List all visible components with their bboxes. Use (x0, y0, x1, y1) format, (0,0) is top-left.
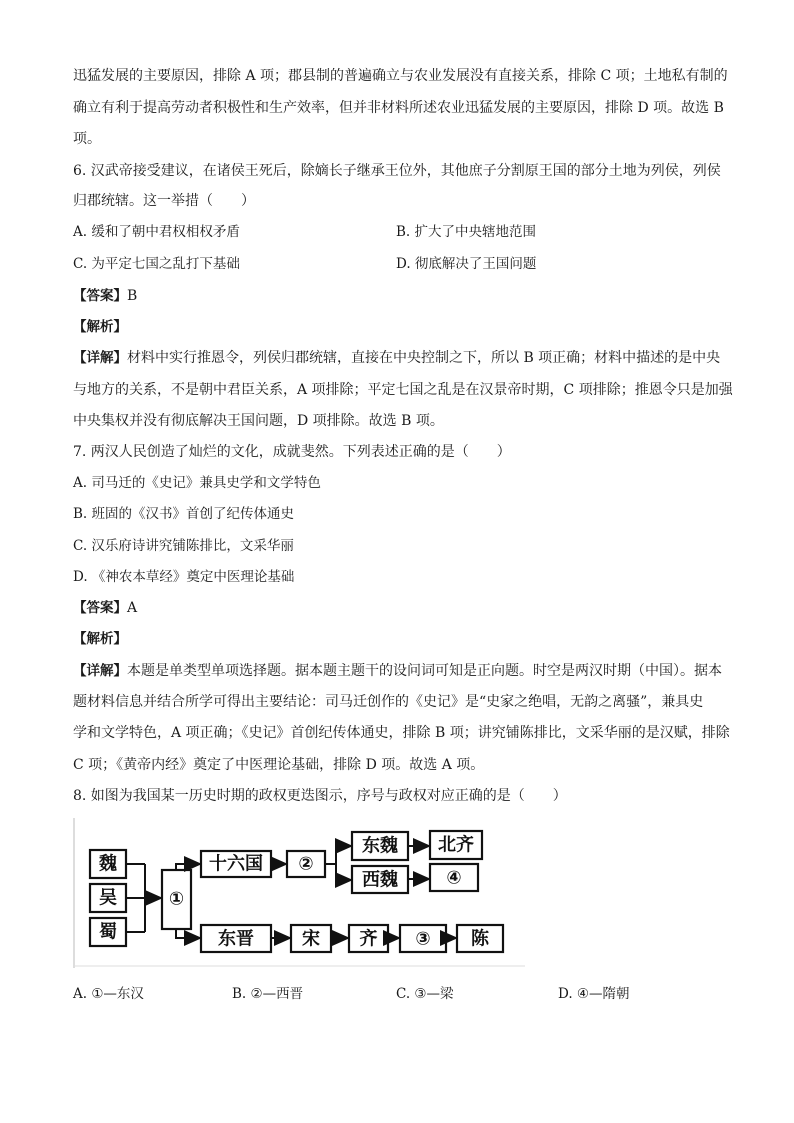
label-1: ① (168, 888, 185, 910)
q7-option-d[interactable]: D. 《神农本草经》奠定中医理论基础 (73, 569, 295, 585)
label-shu: 蜀 (99, 921, 117, 943)
q6-option-d[interactable]: D. 彻底解决了王国问题 (396, 256, 537, 272)
q7-analysis-label: 【解析】 (73, 631, 127, 647)
label-sixteen-kingdoms: 十六国 (209, 853, 263, 875)
q6-stem-line-1: 6. 汉武帝接受建议，在诸侯王死后，除嫡长子继承王位外，其他庶子分割原王国的部分土地为列侯，列侯 (73, 163, 721, 179)
q7-option-c[interactable]: C. 汉乐府诗讲究铺陈排比，文采华丽 (73, 538, 294, 554)
label-north-qi: 北齐 (438, 834, 474, 856)
q7-answer (73, 598, 137, 618)
label-east-jin: 东晋 (218, 928, 254, 950)
q7-answer-label: 【答案】 (73, 600, 127, 616)
label-east-wei: 东魏 (362, 835, 398, 857)
q6-option-c[interactable]: C. 为平定七国之乱打下基础 (73, 256, 240, 272)
label-west-wei: 西魏 (362, 869, 398, 891)
q8-option-a[interactable]: A. ①—东汉 (73, 986, 144, 1002)
q6-answer (73, 286, 137, 306)
q7-detail-line-4: C 项；《黄帝内经》奠定了中医理论基础，排除 D 项。故选 A 项。 (73, 757, 485, 773)
q7-answer-value: A (127, 600, 138, 616)
q8-option-d[interactable]: D. ④—隋朝 (558, 986, 630, 1002)
q7-stem: 7. 两汉人民创造了灿烂的文化，成就斐然。下列表述正确的是（ ） (73, 444, 511, 460)
prev-explanation-line-2: 确立有利于提高劳动者积极性和生产效率，但并非材料所述农业迅猛发展的主要原因，排除 D 项。故选 B (73, 100, 724, 116)
q7-option-b[interactable]: B. 班固的《汉书》首创了纪传体通史 (73, 506, 295, 522)
q7-option-a[interactable]: A. 司马迁的《史记》兼具史学和文学特色 (73, 475, 321, 491)
label-4: ④ (446, 867, 462, 889)
regime-succession-diagram (73, 818, 525, 968)
label-3: ③ (415, 928, 431, 950)
prev-explanation-line-3: 项。 (73, 131, 101, 147)
q6-detail-line-1: 【详解】材料中实行推恩令，列侯归郡统辖，直接在中央控制之下，所以 B 项正确；材料中描述的是中央 (73, 350, 721, 366)
q8-stem: 8. 如图为我国某一历史时期的政权更迭图示，序号与政权对应正确的是（ ） (73, 788, 567, 804)
q8-option-b[interactable]: B. ②—西晋 (232, 986, 304, 1002)
q6-detail-line-3: 中央集权并没有彻底解决王国问题，D 项排除。故选 B 项。 (73, 413, 444, 429)
label-2: ② (298, 853, 314, 875)
q6-stem-line-2: 归郡统辖。这一举措（ ） (73, 193, 255, 209)
label-chen: 陈 (471, 928, 489, 950)
q6-answer-value: B (127, 288, 138, 304)
label-wei: 魏 (99, 853, 117, 875)
label-wu: 吴 (99, 887, 117, 909)
q7-detail-line-3: 学和文学特色，A 项正确；《史记》首创纪传体通史，排除 B 项；讲究铺陈排比，文采华丽的是汉赋，排除 (73, 725, 730, 741)
q7-detail-line-1: 【详解】本题是单类型单项选择题。据本题主题干的设问词可知是正向题。时空是两汉时期（中国）。据本 (73, 663, 722, 679)
prev-explanation-line-1: 迅猛发展的主要原因，排除 A 项；郡县制的普遍确立与农业发展没有直接关系，排除 C 项；土地私有制的 (73, 68, 728, 84)
label-qi: 齐 (359, 928, 378, 950)
label-song: 宋 (302, 928, 320, 950)
q6-detail-line-2: 与地方的关系，不是朝中君臣关系，A 项排除；平定七国之乱是在汉景帝时期，C 项排除；推恩令只是加强 (73, 382, 733, 398)
q7-detail-label: 【详解】 (73, 663, 127, 679)
q6-detail-label: 【详解】 (73, 350, 127, 366)
q6-option-a[interactable]: A. 缓和了朝中君权相权矛盾 (73, 224, 240, 240)
q6-answer-label: 【答案】 (73, 288, 127, 304)
q6-option-b[interactable]: B. 扩大了中央辖地范围 (396, 224, 537, 240)
q8-option-c[interactable]: C. ③—梁 (396, 986, 454, 1002)
q7-detail-line-2: 题材料信息并结合所学可得出主要结论：司马迁创作的《史记》是“史家之绝唱，无韵之离骚”，兼具史 (73, 694, 704, 710)
q6-analysis-label: 【解析】 (73, 319, 127, 335)
